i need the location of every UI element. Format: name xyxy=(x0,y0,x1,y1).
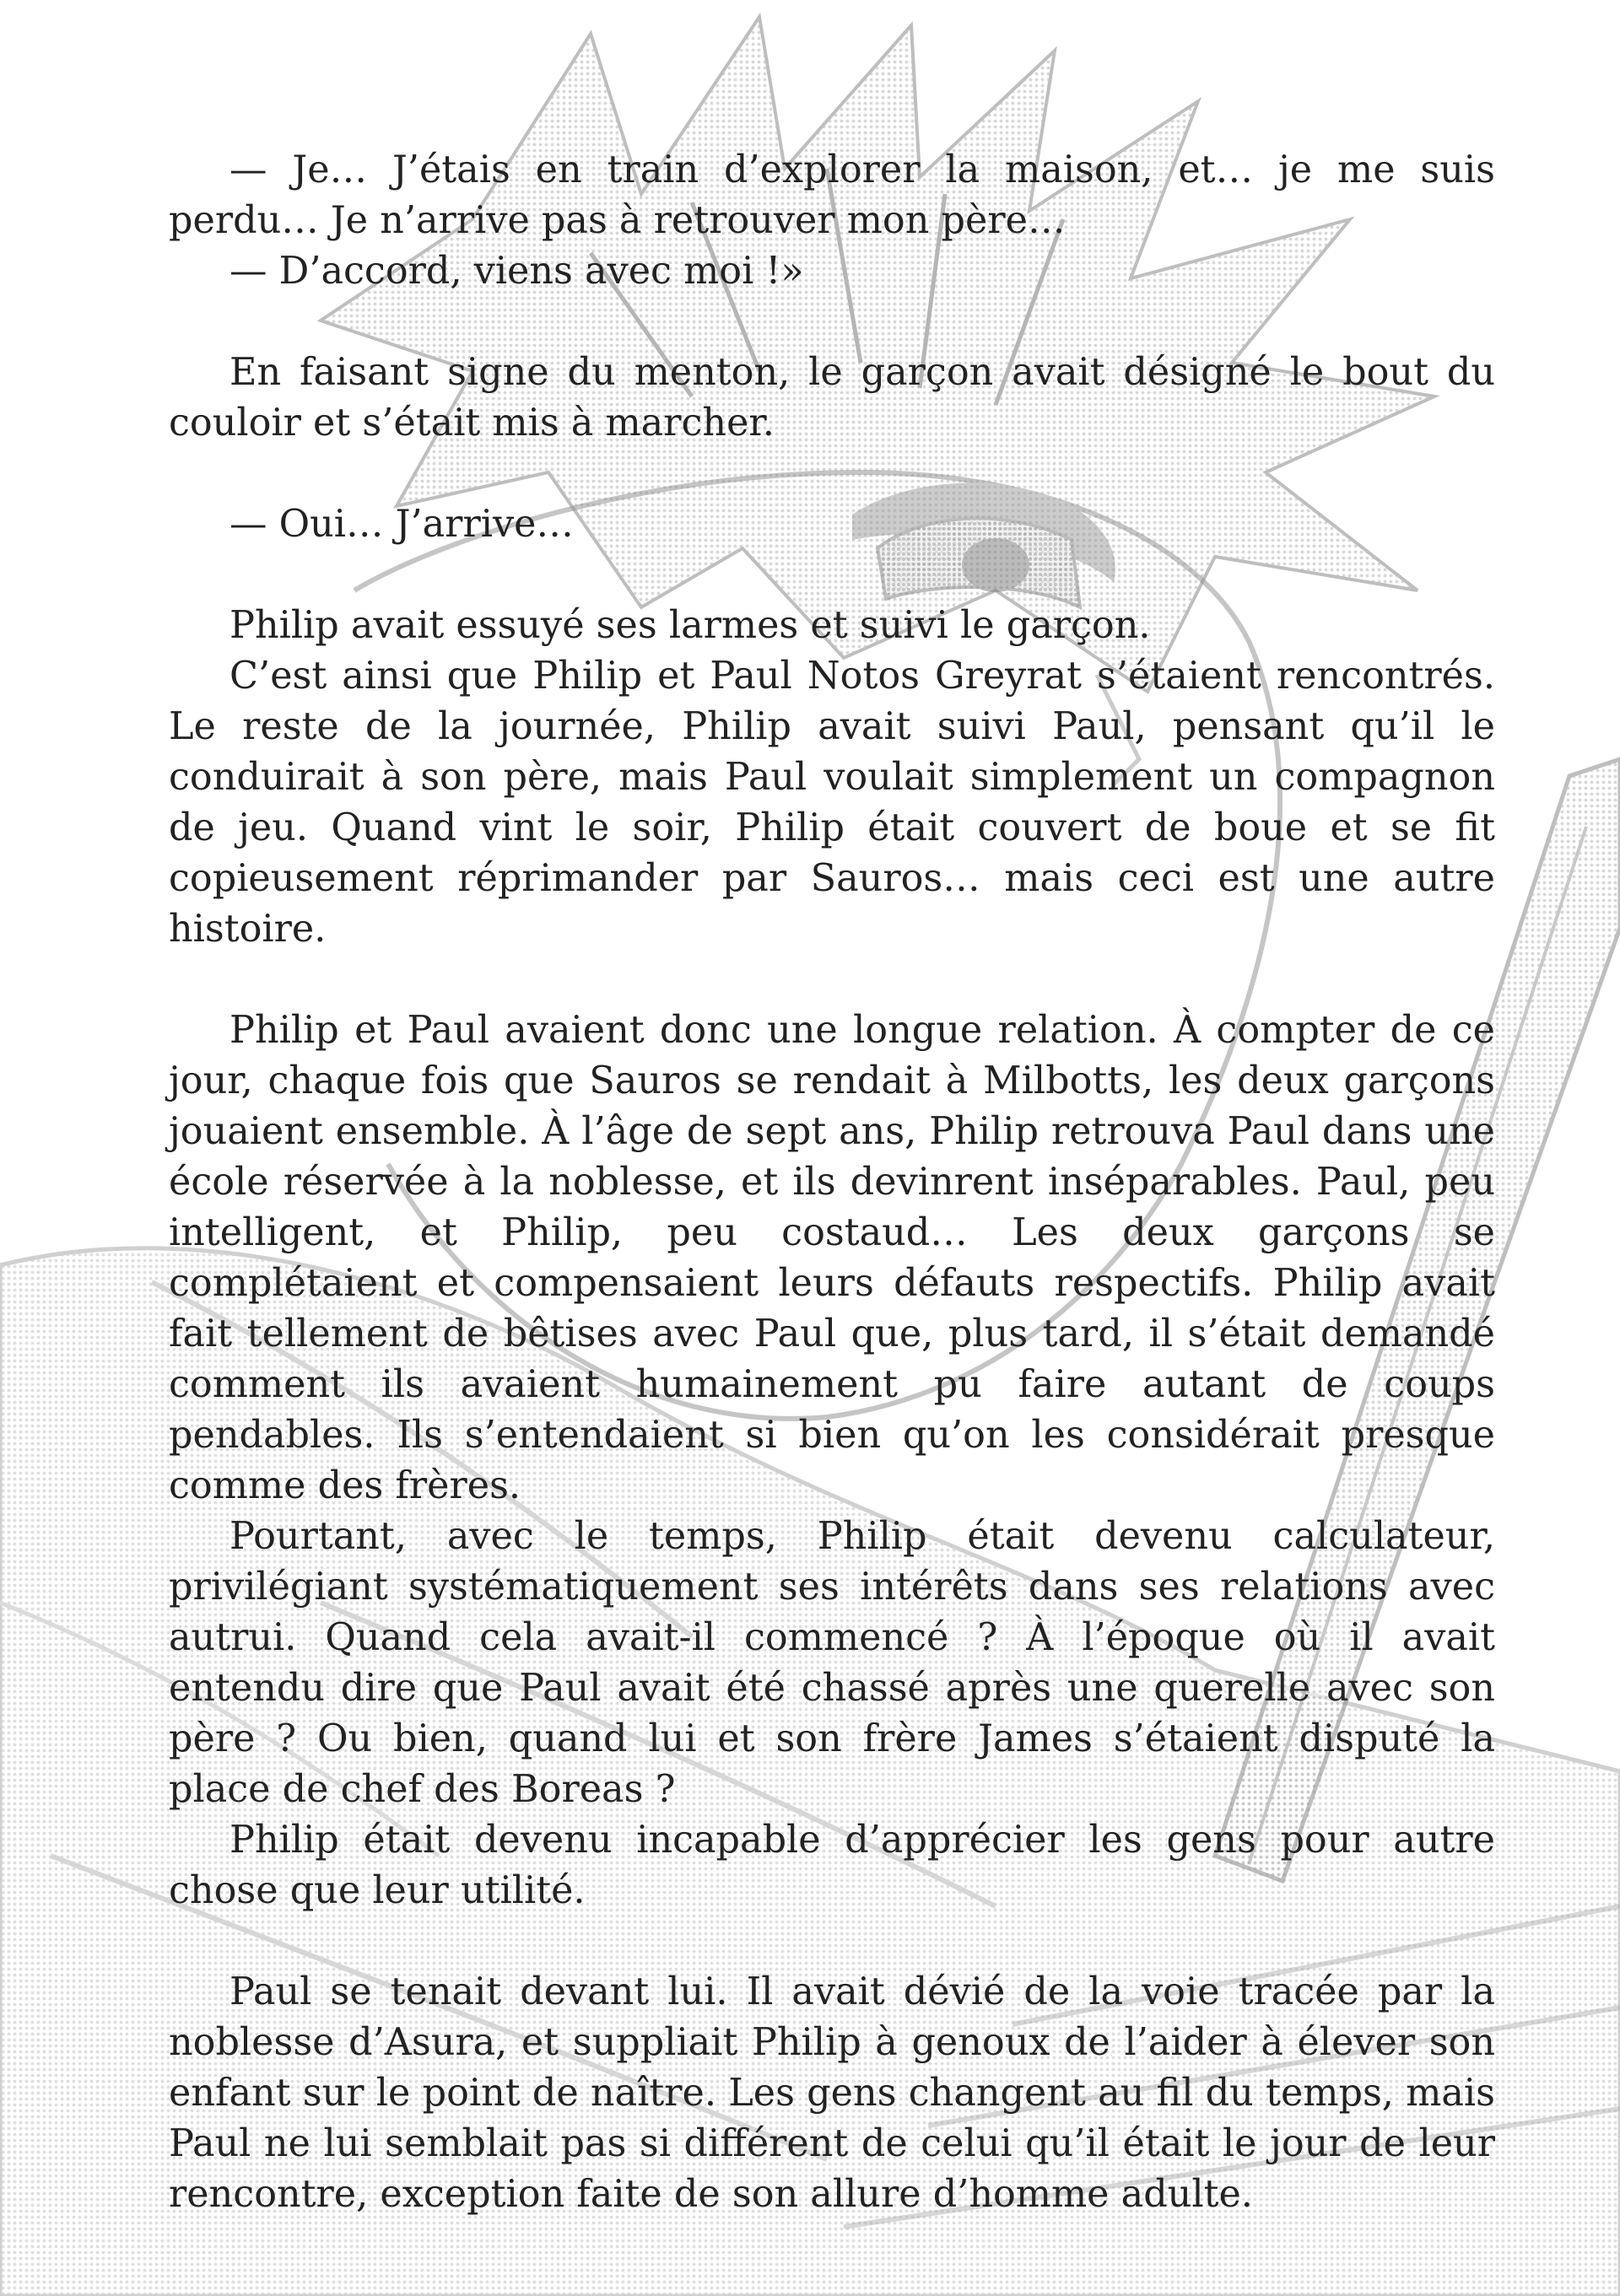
paragraph: Paul se tenait devant lui. Il avait dévié de la voie tracée par la noblesse d’Asura, et suppliait Philip à genoux de l’aider à élever son enfant sur le point de naître. Les gens changent au fil du temps, mais Paul ne lui semblait pas si différent de celui qu’il était le jour de leur rencontre, exception faite de son allure d’homme adulte. xyxy=(169,1970,1495,2216)
paragraph: — D’accord, viens avec moi !» xyxy=(230,250,804,293)
paragraph: C’est ainsi que Philip et Paul Notos Greyrat s’étaient rencontrés. Le reste de la journée, Philip avait suivi Paul, pensant qu’il le conduirait à son père, mais Paul voulait simplement un compagnon de jeu. Quand vint le soir, Philip était couvert de boue et se fit copieusement réprimander par Sauros… mais ceci est une autre histoire. xyxy=(169,655,1495,951)
text-block xyxy=(169,145,1495,2220)
paragraph: En faisant signe du menton, le garçon avait désigné le bout du couloir et s’était mis à marcher. xyxy=(169,351,1495,445)
paragraph: — Je… J’étais en train d’explorer la maison, et… je me suis perdu… Je n’arrive pas à retrouver mon père… xyxy=(169,148,1495,242)
paragraph: Philip avait essuyé ses larmes et suivi le garçon. xyxy=(230,604,1151,647)
paragraph-gap xyxy=(169,1916,1495,1967)
paragraph-gap xyxy=(169,297,1495,348)
paragraph-gap xyxy=(169,955,1495,1005)
paragraph-gap xyxy=(169,449,1495,499)
paragraph: — Oui… J’arrive… xyxy=(230,503,574,546)
paragraph: Pourtant, avec le temps, Philip était devenu calculateur, privilégiant systématiquement ses intérêts dans ses relations avec autrui. Quand cela avait-il commencé ? À l’époque où il avait entendu dire que Paul avait été chassé après une querelle avec son père ? Ou bien, quand lui et son frère James s’étaient disputé la place de chef des Boreas ? xyxy=(169,1515,1495,1811)
paragraph: Philip et Paul avaient donc une longue relation. À compter de ce jour, chaque fois que Sauros se rendait à Milbotts, les deux garçons jouaient ensemble. À l’âge de sept ans, Philip retrouva Paul dans une école réservée à la noblesse, et ils devinrent inséparables. Paul, peu intelligent, et Philip, peu costaud… Les deux garçons se complétaient et compensaient leurs défauts respectifs. Philip avait fait tellement de bêtises avec Paul que, plus tard, il s’était demandé comment ils avaient humainement pu faire autant de coups pendables. Ils s’entendaient si bien qu’on les considérait presque comme des frères. xyxy=(169,1009,1495,1507)
paragraph: Philip était devenu incapable d’apprécier les gens pour autre chose que leur utilité. xyxy=(169,1819,1495,1912)
paragraph-gap xyxy=(169,550,1495,601)
